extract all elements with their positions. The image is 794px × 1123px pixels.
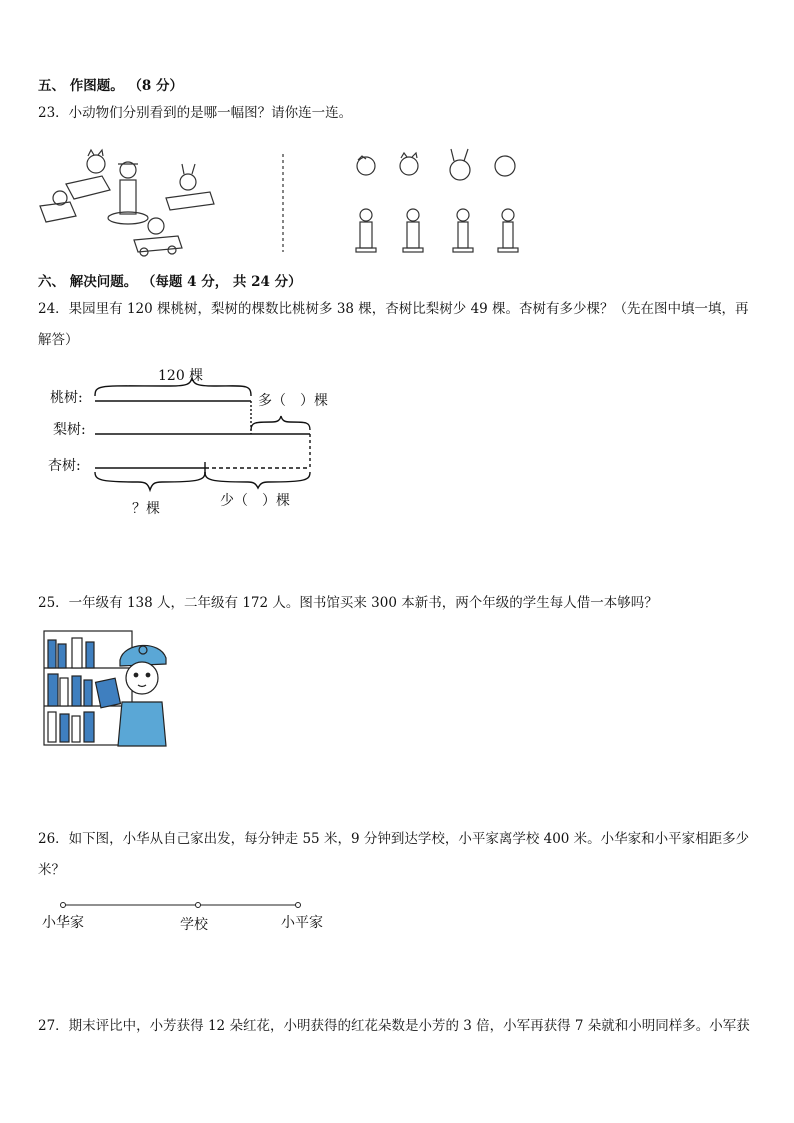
label-peach: 桃树: xyxy=(50,390,83,406)
brace-unknown xyxy=(95,472,205,490)
label-apricot: 杏树: xyxy=(48,458,81,474)
question-25-text: 25．一年级有 138 人，二年级有 172 人。图书馆买来 300 本新书，两个年级的学生每人借一本够吗？ xyxy=(38,595,658,611)
car-rabbit-right xyxy=(166,164,214,210)
question-26-line1: 26．如下图，小华从自己家出发，每分钟走 55 米，9 分钟到达学校，小平家离学校 400 米。小华家和小平家相距多少 xyxy=(38,831,750,847)
label-xiaohua-home: 小华家 xyxy=(42,915,84,931)
label-more: 多（ ）棵 xyxy=(258,393,328,409)
label-school: 学校 xyxy=(180,917,208,933)
question-27-text: 27．期末评比中，小芳获得 12 朵红花，小明获得的红花朵数是小芳的 3 倍，小军再获得 7 朵就和小明同样多。小军获 xyxy=(38,1018,750,1034)
label-unknown: ？棵 xyxy=(132,501,160,517)
label-120: 120 棵 xyxy=(158,368,204,384)
view-rabbit xyxy=(450,149,470,180)
brace-less xyxy=(205,472,310,488)
policeman-figure xyxy=(108,162,148,224)
section-5-heading: 五、 作图题。 （8 分） xyxy=(38,78,183,94)
view-dog xyxy=(400,153,418,175)
section-6-heading: 六、 解决问题。 （每题 4 分， 共 24 分） xyxy=(38,274,302,290)
view-chick-back xyxy=(495,156,515,176)
question-23-illustration xyxy=(36,140,536,262)
point-xiaohua-home xyxy=(61,903,66,908)
question-24-line2: 解答） xyxy=(38,332,79,348)
view-policeman-2 xyxy=(403,209,423,252)
child-body xyxy=(118,702,166,746)
question-26-diagram xyxy=(40,896,340,936)
point-xiaoping-home xyxy=(296,903,301,908)
label-xiaoping-home: 小平家 xyxy=(281,915,323,931)
view-policeman-1 xyxy=(356,209,376,252)
question-23-text: 23．小动物们分别看到的是哪一幅图？请你连一连。 xyxy=(38,105,353,121)
question-26-line2: 米？ xyxy=(38,862,65,878)
car-chick-bottom xyxy=(134,218,182,256)
car-chick-left xyxy=(40,191,76,222)
view-policeman-4 xyxy=(498,209,518,252)
book-held xyxy=(96,678,121,708)
label-pear: 梨树: xyxy=(53,422,86,438)
view-policeman-3 xyxy=(453,209,473,252)
question-25-illustration xyxy=(42,628,172,748)
brace-more xyxy=(251,416,310,430)
label-less: 少（ ）棵 xyxy=(220,493,290,509)
child-face xyxy=(126,662,158,694)
question-24-diagram xyxy=(40,360,360,525)
car-dog-left xyxy=(66,150,110,199)
point-school xyxy=(196,903,201,908)
question-24-line1: 24．果园里有 120 棵桃树，梨树的棵数比桃树多 38 棵，杏树比梨树少 49 棵。杏树有多少棵？（先在图中填一填，再 xyxy=(38,301,749,317)
view-chick xyxy=(357,156,375,175)
